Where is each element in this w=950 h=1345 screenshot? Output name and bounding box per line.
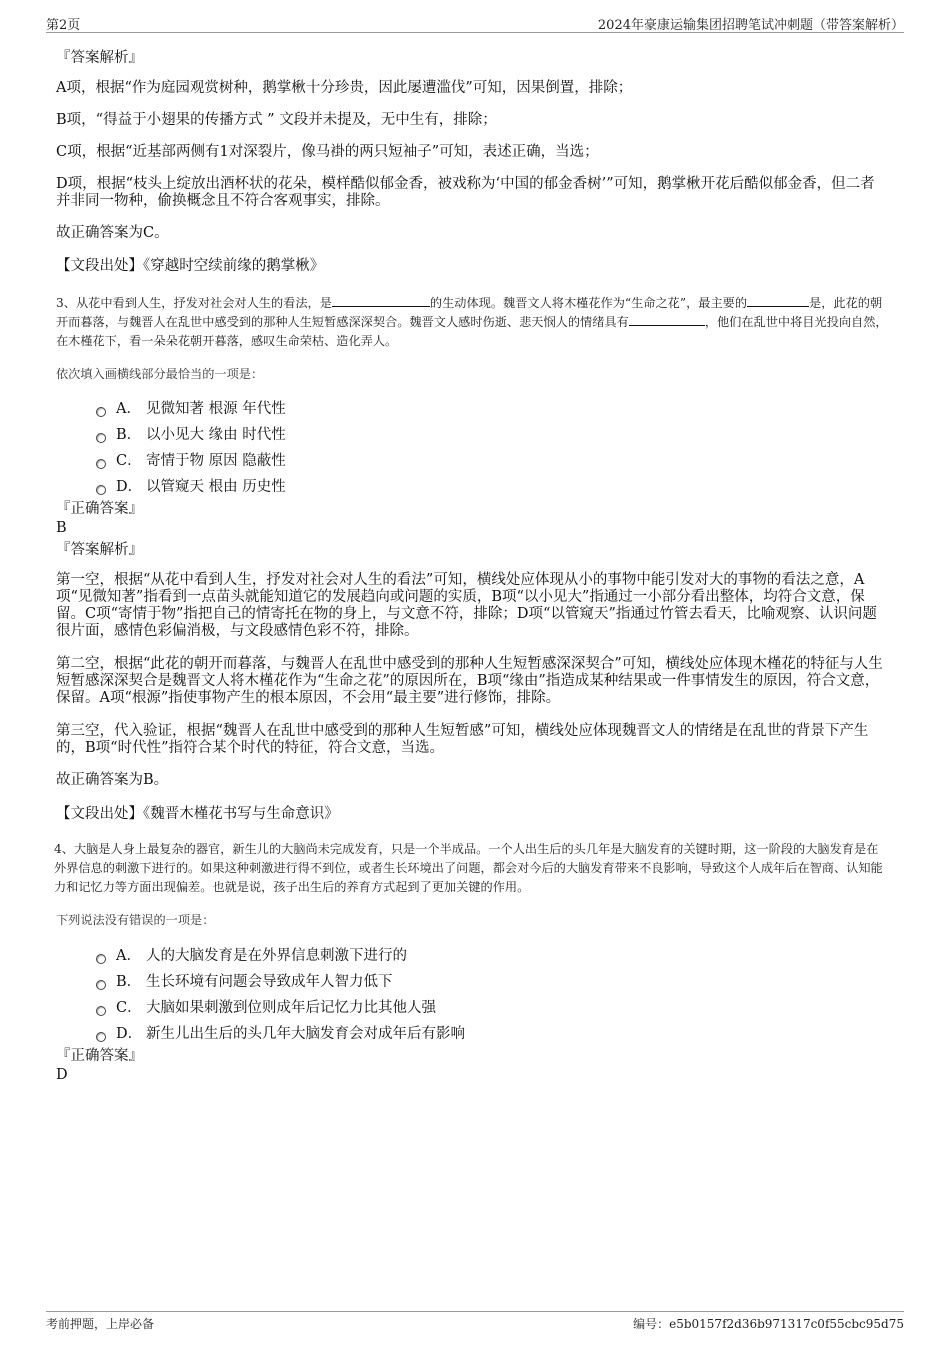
page-content bbox=[56, 48, 888, 1084]
footer-slogan: 考前押题，上岸必备 bbox=[46, 1317, 155, 1331]
question-prompt: 下列说法没有错误的一项是： bbox=[56, 913, 215, 927]
radio-icon[interactable] bbox=[96, 1006, 106, 1016]
question-stem: 3、从花中看到人生，抒发对社会对人生的看法，是 的生动体现。魏晋文人将木槿花作为“生命之花”，最主要的 是，此花的朝开而暮落，与魏晋人在乱世中感受到的那种人生短暂感深深契合。魏晋文人感时伤逝、悲天悯人的情绪具有 ，他们在乱世中将目光投向自然，在木槿花下，看一朵朵花朝开暮落，感叹生命荣枯、造化弄人。 bbox=[56, 296, 888, 348]
conclusion: 故正确答案为B。 bbox=[56, 772, 169, 788]
correct-answer: D bbox=[56, 1067, 68, 1083]
document-title: 2024年豪康运输集团招聘笔试冲刺题（带答案解析） bbox=[597, 18, 904, 33]
analysis-paragraph: 第一空，根据“从花中看到人生，抒发对社会对人生的看法”可知，横线处应体现从小的事物中能引发对大的事物的看法之意，A项“见微知著”指看到一点苗头就能知道它的发展趋向或问题的实质，B项“以小见大”指通过一小部分看出整体，均符合文意，保留。C项“寄情于物”指把自己的情寄托在物的身上，与文意不符，排除；D项“以管窥天”指通过竹管去看天，比喻观察、认识问题很片面，感情色彩偏消极，与文段感情色彩不符，排除。 bbox=[56, 572, 877, 639]
source-citation: 【文段出处】《穿越时空续前缘的鹅掌楸》 bbox=[56, 258, 325, 274]
option-d[interactable]: D． 新生儿出生后的头几年大脑发育会对成年后有影响 bbox=[96, 1024, 888, 1050]
radio-icon[interactable] bbox=[96, 407, 106, 417]
option-a[interactable]: A． 见微知著 根源 年代性 bbox=[96, 399, 888, 425]
radio-icon[interactable] bbox=[96, 459, 106, 469]
option-c[interactable]: C． 寄情于物 原因 隐蔽性 bbox=[96, 451, 888, 477]
analysis-paragraph: A项，根据“作为庭园观赏树种，鹅掌楸十分珍贵，因此屡遭滥伐”可知，因果倒置，排除； bbox=[56, 80, 633, 96]
document-id: 编号：e5b0157f2d36b971317c0f55cbc95d75 bbox=[633, 1317, 904, 1331]
analysis-label: 『答案解析』 bbox=[56, 50, 143, 66]
analysis-paragraph: 第二空，根据“此花的朝开而暮落，与魏晋人在乱世中感受到的那种人生短暂感深深契合”可知，横线处应体现木槿花的特征与人生短暂感深深契合是魏晋文人将木槿花作为“生命之花”的原因所在，B项“缘由”指造成某种结果或一件事情发生的原因，符合文意，保留。A项“根源”指使事物产生的根本原因，不会用“最主要”进行修饰，排除。 bbox=[56, 656, 883, 706]
analysis-label: 『答案解析』 bbox=[56, 542, 143, 558]
source-citation: 【文段出处】《魏晋木槿花书写与生命意识》 bbox=[56, 806, 339, 822]
fill-blank bbox=[332, 294, 430, 307]
conclusion: 故正确答案为C。 bbox=[56, 225, 169, 241]
analysis-paragraph: C项，根据“近基部两侧有1对深裂片，像马褂的两只短袖子”可知，表述正确，当选； bbox=[56, 144, 599, 160]
option-a[interactable]: A． 人的大脑发育是在外界信息刺激下进行的 bbox=[96, 946, 888, 972]
radio-icon[interactable] bbox=[96, 433, 106, 443]
analysis-paragraph: B项，“得益于小翅果的传播方式 ” 文段并未提及，无中生有，排除； bbox=[56, 112, 497, 128]
radio-icon[interactable] bbox=[96, 980, 106, 990]
page-header bbox=[46, 14, 904, 33]
radio-icon[interactable] bbox=[96, 954, 106, 964]
option-b[interactable]: B． 以小见大 缘由 时代性 bbox=[96, 425, 888, 451]
option-c[interactable]: C． 大脑如果刺激到位则成年后记忆力比其他人强 bbox=[96, 998, 888, 1024]
option-list bbox=[96, 946, 888, 1050]
analysis-paragraph: D项，根据“枝头上绽放出酒杯状的花朵，模样酷似郁金香，被戏称为‘中国的郁金香树’”可知，鹅掌楸开花后酷似郁金香，但二者并非同一物种，偷换概念且不符合客观事实，排除。 bbox=[56, 176, 875, 209]
radio-icon[interactable] bbox=[96, 1032, 106, 1042]
fill-blank bbox=[629, 313, 705, 326]
fill-blank bbox=[747, 294, 809, 307]
option-d[interactable]: D． 以管窥天 根由 历史性 bbox=[96, 477, 888, 503]
page-footer bbox=[46, 1311, 904, 1335]
option-b[interactable]: B． 生长环境有问题会导致成年人智力低下 bbox=[96, 972, 888, 998]
answer-label: 『正确答案』 bbox=[56, 501, 143, 517]
correct-answer: B bbox=[56, 520, 67, 536]
page-number: 第2页 bbox=[46, 18, 81, 33]
answer-label: 『正确答案』 bbox=[56, 1048, 143, 1064]
question-prompt: 依次填入画横线部分最恰当的一项是： bbox=[56, 367, 264, 381]
question-stem: 4、大脑是人身上最复杂的器官，新生儿的大脑尚未完成发育，只是一个半成品。一个人出生后的头几年是大脑发育的关键时期，这一阶段的大脑发育是在外界信息的刺激下进行的。如果这种刺激进行得不到位，或者生长环境出了问题，都会对今后的大脑发育带来不良影响，导致这个人成年后在智商、认知能力和记忆力等方面出现偏差。也就是说，孩子出生后的养育方式起到了更加关键的作用。 bbox=[54, 842, 883, 894]
analysis-paragraph: 第三空，代入验证，根据“魏晋人在乱世中感受到的那种人生短暂感”可知，横线处应体现魏晋文人的情绪是在乱世的背景下产生的，B项“时代性”指符合某个时代的特征，符合文意，当选。 bbox=[56, 723, 869, 756]
radio-icon[interactable] bbox=[96, 485, 106, 495]
option-list bbox=[96, 399, 888, 503]
